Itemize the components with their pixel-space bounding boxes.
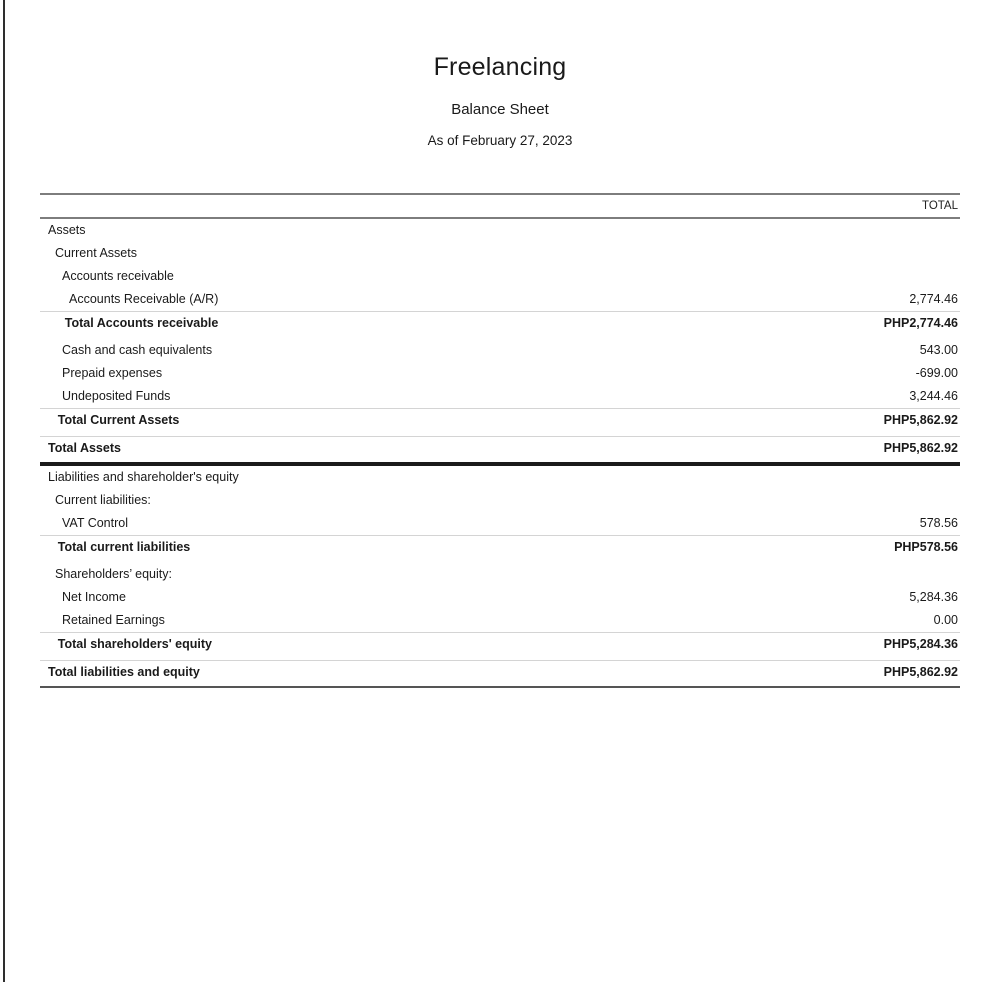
row-label: VAT Control [62,516,128,530]
row-value: 2,774.46 [909,292,958,306]
table-row [40,489,960,512]
row-label: Prepaid expenses [62,366,163,380]
row-label: Total Current Assets [57,413,180,427]
table-row [40,563,960,586]
report-title: Balance Sheet [451,101,549,118]
row-label: Total Accounts receivable [64,316,219,330]
report-header [40,0,960,148]
total-column-header: TOTAL [40,195,960,219]
row-value: 5,284.36 [909,590,958,604]
table-row [40,362,960,385]
table-row [40,385,960,408]
row-value: 543.00 [919,343,958,357]
row-label: Total current liabilities [57,540,191,554]
table-row [40,632,960,656]
table-row [40,265,960,288]
row-value: 0.00 [933,613,958,627]
table-row [40,408,960,432]
table-row [40,219,960,242]
row-label: Accounts receivable [62,269,174,283]
table-row [40,466,960,489]
row-value: 578.56 [919,516,958,530]
row-label: Cash and cash equivalents [62,343,213,357]
table-row [40,660,960,684]
row-label: Total shareholders' equity [57,637,212,651]
row-label: Net Income [62,590,126,604]
table-row [40,535,960,559]
table-row [40,339,960,362]
table-row [40,609,960,632]
row-value: 3,244.46 [909,389,958,403]
report-table [40,193,960,688]
table-row [40,288,960,311]
report-date-line: As of February 27, 2023 [427,133,573,148]
row-label: Total Assets [48,441,121,455]
row-value: PHP5,862.92 [883,413,958,427]
row-label: Accounts Receivable (A/R) [69,292,219,306]
row-value: PHP5,862.92 [883,665,958,679]
row-value: PHP2,774.46 [883,316,958,330]
row-label: Retained Earnings [62,613,165,627]
table-row [40,586,960,609]
row-label: Current Assets [55,246,137,260]
table-row [40,242,960,265]
row-value: PHP578.56 [894,540,958,554]
row-label: Total liabilities and equity [48,665,200,679]
row-value: PHP5,284.36 [883,637,958,651]
row-label: Undeposited Funds [62,389,171,403]
company-name: Freelancing [433,53,567,81]
window-left-edge [3,0,5,982]
row-label: Current liabilities: [55,493,151,507]
row-value: -699.00 [915,366,958,380]
row-label: Liabilities and shareholder's equity [48,470,239,484]
balance-sheet-report [40,0,960,688]
table-row [40,311,960,335]
table-row [40,436,960,460]
row-label: Shareholders’ equity: [55,567,172,581]
table-bottom-rule [40,686,960,688]
row-value: PHP5,862.92 [883,441,958,455]
table-row [40,512,960,535]
report-table-body [40,219,960,688]
row-label: Assets [48,223,86,237]
